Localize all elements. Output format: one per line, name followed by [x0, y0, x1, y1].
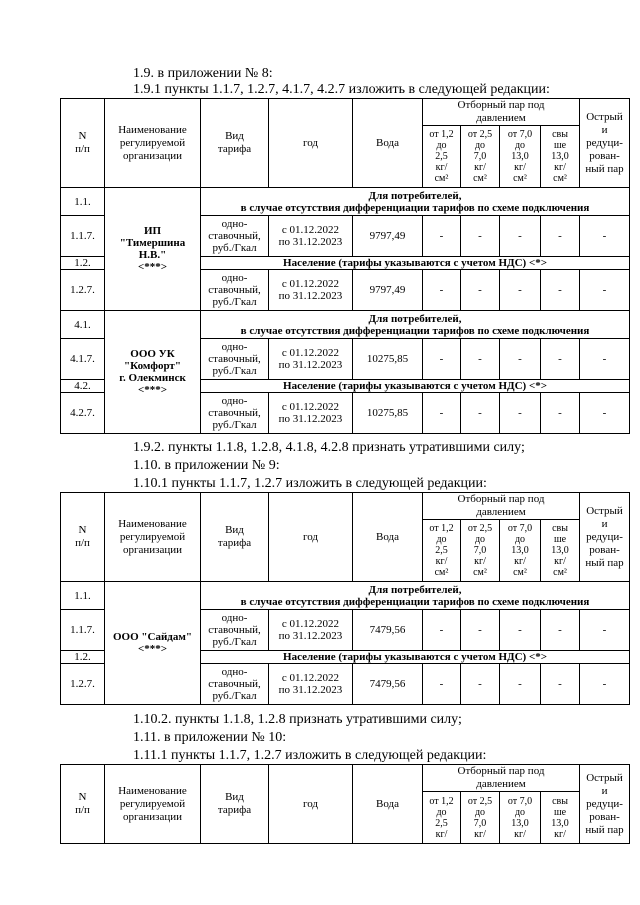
section-1-9-1: 1.9.1 пункты 1.1.7, 1.2.7, 4.1.7, 4.2.7 изложить в следующей редакции: [133, 82, 550, 97]
population-heading: Население (тарифы указываются с учетом НДС) <*> [201, 257, 630, 270]
section-1-10-1: 1.10.1 пункты 1.1.7, 1.2.7 изложить в следующей редакции: [133, 476, 487, 491]
dash: - [500, 610, 541, 651]
header-p1 [423, 126, 461, 188]
tariff-kind-text: одно- ставочный, руб./Гкал [208, 395, 261, 431]
tariff-kind [201, 664, 269, 705]
header-p1 [423, 792, 461, 844]
dash: - [580, 339, 630, 380]
consumers-heading-text: Для потребителей, в случае отсутствия дифференциации тарифов по схеме подключения [240, 312, 590, 337]
row-number: 1.1.7. [61, 610, 105, 651]
header-p2 [461, 520, 500, 582]
header-sharp [580, 99, 630, 188]
header-p4-text: свы ше 13,0 кг/ см² [551, 129, 569, 184]
row-number: 1.1. [61, 188, 105, 216]
period [269, 610, 353, 651]
dash: - [423, 216, 461, 257]
header-sharp-text: Острый и редуци- рован- ный пар [585, 504, 624, 569]
header-p3-text: от 7,0 до 13,0 кг/ см² [507, 129, 533, 184]
tariff-kind-text: одно- ставочный, руб./Гкал [208, 272, 261, 308]
dash: - [580, 664, 630, 705]
org-komfort [105, 311, 201, 434]
consumers-heading-text: Для потребителей, в случае отсутствия дифференциации тарифов по схеме подключения [240, 583, 590, 608]
dash: - [461, 270, 500, 311]
header-tariff [201, 99, 269, 188]
tariff-kind [201, 339, 269, 380]
header-year: год [269, 765, 353, 844]
header-sharp-text: Острый и редуци- рован- ный пар [585, 110, 624, 175]
period-text: с 01.12.2022 по 31.12.2023 [278, 618, 343, 642]
header-sharp [580, 493, 630, 582]
water-value: 7479,56 [353, 664, 423, 705]
header-steam-text: Отборный пар под давлением [457, 99, 545, 124]
period [269, 339, 353, 380]
header-p3 [500, 126, 541, 188]
header-n-text: N п/п [75, 791, 90, 816]
population-heading: Население (тарифы указываются с учетом НДС) <*> [201, 380, 630, 393]
dash: - [461, 339, 500, 380]
header-tariff [201, 493, 269, 582]
tariff-kind-text: одно- ставочный, руб./Гкал [208, 666, 261, 702]
water-value: 7479,56 [353, 610, 423, 651]
header-p3-text: от 7,0 до 13,0 кг/ [507, 795, 533, 840]
dash: - [541, 216, 580, 257]
period [269, 270, 353, 311]
header-p4 [541, 520, 580, 582]
header-org-text: Наименование регулируемой организации [118, 123, 187, 162]
row-number: 1.2. [61, 257, 105, 270]
header-n-text: N п/п [75, 524, 90, 549]
dash: - [500, 339, 541, 380]
row-number: 4.2.7. [61, 393, 105, 434]
period-text: с 01.12.2022 по 31.12.2023 [278, 224, 343, 248]
dash: - [461, 393, 500, 434]
dash: - [580, 216, 630, 257]
section-1-9: 1.9. в приложении № 8: [133, 66, 273, 81]
period [269, 393, 353, 434]
consumers-heading-text: Для потребителей, в случае отсутствия дифференциации тарифов по схеме подключения [240, 189, 590, 214]
dash: - [580, 270, 630, 311]
tariff-kind-text: одно- ставочный, руб./Гкал [208, 218, 261, 254]
header-org [105, 493, 201, 582]
header-p4 [541, 126, 580, 188]
header-p2-text: от 2,5 до 7,0 кг/ см² [467, 523, 493, 578]
org-saydam-text: ООО "Сайдам" <***> [113, 631, 192, 655]
header-water: Вода [353, 493, 423, 582]
header-year: год [269, 493, 353, 582]
tariff-kind-text: одно- ставочный, руб./Гкал [208, 341, 261, 377]
dash: - [423, 339, 461, 380]
header-water: Вода [353, 99, 423, 188]
header-year: год [269, 99, 353, 188]
header-p1 [423, 520, 461, 582]
dash: - [500, 393, 541, 434]
header-sharp [580, 765, 630, 844]
header-steam-text: Отборный пар под давлением [457, 765, 545, 790]
header-p4-text: свы ше 13,0 кг/ [551, 795, 569, 840]
header-tariff [201, 765, 269, 844]
header-steam [423, 99, 580, 126]
tariff-kind [201, 216, 269, 257]
header-n [61, 765, 105, 844]
header-org-text: Наименование регулируемой организации [118, 784, 187, 823]
dash: - [461, 610, 500, 651]
water-value: 10275,85 [353, 393, 423, 434]
tariff-table-appendix-10 [60, 764, 630, 844]
dash: - [423, 393, 461, 434]
section-1-9-2: 1.9.2. пункты 1.1.8, 1.2.8, 4.1.8, 4.2.8 признать утратившими силу; [133, 440, 525, 455]
header-p3 [500, 792, 541, 844]
header-tariff-text: Вид тарифа [217, 524, 252, 549]
org-saydam [105, 582, 201, 705]
header-p1-text: от 1,2 до 2,5 кг/ [429, 795, 454, 840]
period-text: с 01.12.2022 по 31.12.2023 [278, 347, 343, 371]
tariff-table-appendix-8 [60, 98, 630, 434]
tariff-kind [201, 270, 269, 311]
period [269, 216, 353, 257]
header-p2-text: от 2,5 до 7,0 кг/ [467, 795, 493, 840]
section-1-10: 1.10. в приложении № 9: [133, 458, 280, 473]
header-p4 [541, 792, 580, 844]
dash: - [580, 610, 630, 651]
header-n-text: N п/п [75, 130, 90, 155]
dash: - [541, 393, 580, 434]
dash: - [500, 270, 541, 311]
period [269, 664, 353, 705]
water-value: 10275,85 [353, 339, 423, 380]
row-number: 1.2.7. [61, 664, 105, 705]
header-p1-text: от 1,2 до 2,5 кг/ см² [429, 523, 454, 578]
consumers-heading [201, 582, 630, 610]
dash: - [500, 216, 541, 257]
dash: - [423, 664, 461, 705]
dash: - [541, 610, 580, 651]
header-p4-text: свы ше 13,0 кг/ см² [551, 523, 569, 578]
population-heading: Население (тарифы указываются с учетом НДС) <*> [201, 651, 630, 664]
header-steam-text: Отборный пар под давлением [457, 493, 545, 518]
header-p2-text: от 2,5 до 7,0 кг/ см² [467, 129, 493, 184]
consumers-heading [201, 188, 630, 216]
header-org [105, 99, 201, 188]
dash: - [461, 216, 500, 257]
row-number: 1.1. [61, 582, 105, 610]
dash: - [541, 270, 580, 311]
period-text: с 01.12.2022 по 31.12.2023 [278, 401, 343, 425]
header-p3 [500, 520, 541, 582]
org-timershina-text: ИП "Тимершина Н.В." <***> [119, 225, 186, 273]
header-sharp-text: Острый и редуци- рован- ный пар [585, 771, 624, 836]
period-text: с 01.12.2022 по 31.12.2023 [278, 672, 343, 696]
dash: - [541, 339, 580, 380]
row-number: 1.2.7. [61, 270, 105, 311]
water-value: 9797,49 [353, 216, 423, 257]
header-p2 [461, 126, 500, 188]
section-1-11-1: 1.11.1 пункты 1.1.7, 1.2.7 изложить в следующей редакции: [133, 748, 487, 763]
section-1-10-2: 1.10.2. пункты 1.1.8, 1.2.8 признать утратившими силу; [133, 712, 462, 727]
header-tariff-text: Вид тарифа [217, 130, 252, 155]
header-org [105, 765, 201, 844]
row-number: 4.1.7. [61, 339, 105, 380]
section-1-11: 1.11. в приложении № 10: [133, 730, 287, 745]
org-komfort-text: ООО УК "Комфорт" г. Олекминск <***> [119, 348, 186, 396]
header-org-text: Наименование регулируемой организации [118, 517, 187, 556]
tariff-kind [201, 393, 269, 434]
row-number: 4.1. [61, 311, 105, 339]
header-p2 [461, 792, 500, 844]
header-p1-text: от 1,2 до 2,5 кг/ см² [429, 129, 454, 184]
consumers-heading [201, 311, 630, 339]
dash: - [500, 664, 541, 705]
org-timershina [105, 188, 201, 311]
tariff-kind-text: одно- ставочный, руб./Гкал [208, 612, 261, 648]
dash: - [580, 393, 630, 434]
tariff-kind [201, 610, 269, 651]
header-n [61, 493, 105, 582]
row-number: 1.2. [61, 651, 105, 664]
tariff-table-appendix-9 [60, 492, 630, 705]
header-n [61, 99, 105, 188]
dash: - [423, 270, 461, 311]
row-number: 1.1.7. [61, 216, 105, 257]
row-number: 4.2. [61, 380, 105, 393]
header-p3-text: от 7,0 до 13,0 кг/ см² [507, 523, 533, 578]
header-steam [423, 493, 580, 520]
header-steam [423, 765, 580, 792]
dash: - [541, 664, 580, 705]
water-value: 9797,49 [353, 270, 423, 311]
period-text: с 01.12.2022 по 31.12.2023 [278, 278, 343, 302]
dash: - [461, 664, 500, 705]
header-tariff-text: Вид тарифа [217, 791, 252, 816]
dash: - [423, 610, 461, 651]
header-water: Вода [353, 765, 423, 844]
